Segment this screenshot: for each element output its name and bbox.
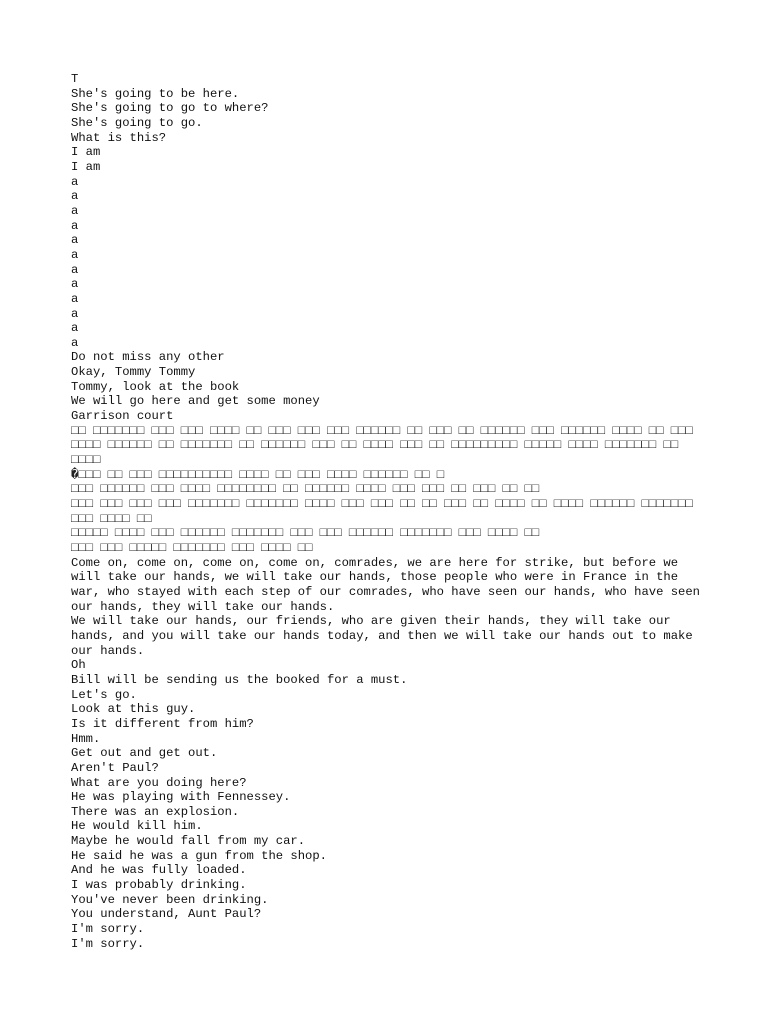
transcript-line: Okay, Tommy Tommy (71, 365, 196, 380)
transcript-line: a (71, 189, 79, 204)
unrendered-text-line: �□□□ □□ □□□ □□□□□□□□□□ □□□□ □□ □□□ □□□□ □□□□□□ □□ □ (71, 467, 445, 482)
transcript-line: a (71, 291, 79, 306)
transcript-line: a (71, 321, 79, 336)
transcript-line: a (71, 247, 79, 262)
unrendered-text-line: □□□□ □□□□□□ □□ □□□□□□□ □□ □□□□□□ □□□ □□ □□□□ □□□ □□ □□□□□□□□□ □□□□□ □□□□ □□□□□□□ □□ □□□□ (71, 438, 686, 468)
transcript-line: a (71, 203, 79, 218)
transcript-line: a (71, 218, 79, 233)
transcript-line: I am (71, 159, 101, 174)
transcript-line: And he was fully loaded. (71, 863, 247, 878)
document-body (71, 72, 708, 951)
transcript-line: Garrison court (71, 409, 174, 424)
transcript-line: a (71, 335, 79, 350)
transcript-line: T (71, 72, 79, 86)
transcript-line: Maybe he would fall from my car. (71, 834, 306, 849)
transcript-line: Get out and get out. (71, 746, 218, 761)
transcript-line: Bill will be sending us the booked for a must. (71, 672, 408, 687)
transcript-line: I was probably drinking. (71, 878, 247, 893)
transcript-line: What is this? (71, 130, 167, 145)
transcript-line: I am (71, 145, 101, 160)
transcript-line: We will go here and get some money (71, 394, 320, 409)
transcript-line: Look at this guy. (71, 702, 196, 717)
transcript-line: You've never been drinking. (71, 892, 269, 907)
unrendered-text-line: □□ □□□□□□□ □□□ □□□ □□□□ □□ □□□ □□□ □□□ □□□□□□ □□ □□□ □□ □□□□□□ □□□ □□□□□□ □□□□ □□ □□□ (71, 423, 693, 438)
transcript-line: Aren't Paul? (71, 760, 159, 775)
transcript-line: She's going to go to where? (71, 101, 269, 116)
transcript-line: What are you doing here? (71, 775, 247, 790)
transcript-line: Is it different from him? (71, 716, 254, 731)
transcript-line: Let's go. (71, 687, 137, 702)
transcript-line: She's going to go. (71, 115, 203, 130)
unrendered-text-line: □□□ □□□ □□□□□ □□□□□□□ □□□ □□□□ □□ (71, 541, 313, 555)
transcript-line: We will take our hands, our friends, who are given their hands, they will take our hands, and you will take our hands today, and then we will take our hands out to make our hands. (71, 614, 700, 658)
transcript-line: He would kill him. (71, 819, 203, 834)
unrendered-text-line: □□□ □□□ □□□ □□□ □□□□□□□ □□□□□□□ □□□□ □□□ □□□ □□ □□ □□□ □□ □□□□ □□ □□□□ □□□□□□ □□□□□□□ (71, 497, 693, 512)
transcript-line: Come on, come on, come on, come on, comrades, we are here for strike, but before we will take our hands, we will take our hands, those people who were in France in the war, who stayed with each step of our comrades, who have seen our hands, who have seen our hands, they will take our hands. (71, 555, 708, 614)
transcript-line: Hmm. (71, 731, 101, 746)
transcript-line: a (71, 174, 79, 189)
transcript-line: You understand, Aunt Paul? (71, 907, 262, 922)
transcript-line: a (71, 233, 79, 248)
transcript-line: She's going to be here. (71, 86, 240, 101)
transcript-line: He was playing with Fennessey. (71, 790, 291, 805)
transcript-line: a (71, 277, 79, 292)
transcript-line: I'm sorry. (71, 922, 145, 937)
transcript-line: a (71, 306, 79, 321)
transcript-line: There was an explosion. (71, 804, 240, 819)
unrendered-text-line: □□□ □□□□□□ □□□ □□□□ □□□□□□□□ □□ □□□□□□ □□□□ □□□ □□□ □□ □□□ □□ □□ (71, 482, 540, 497)
unrendered-text-line: □□□□□ □□□□ □□□ □□□□□□ □□□□□□□ □□□ □□□ □□□□□□ □□□□□□□ □□□ □□□□ □□ (71, 526, 540, 541)
transcript-line: Oh (71, 658, 86, 673)
transcript-line: He said he was a gun from the shop. (71, 848, 327, 863)
transcript-line: Tommy, look at the book (71, 379, 240, 394)
transcript-line: a (71, 262, 79, 277)
transcript-line: Do not miss any other (71, 350, 225, 365)
transcript-line: I'm sorry. (71, 936, 145, 951)
unrendered-text-line: □□□ □□□□ □□ (71, 511, 152, 526)
